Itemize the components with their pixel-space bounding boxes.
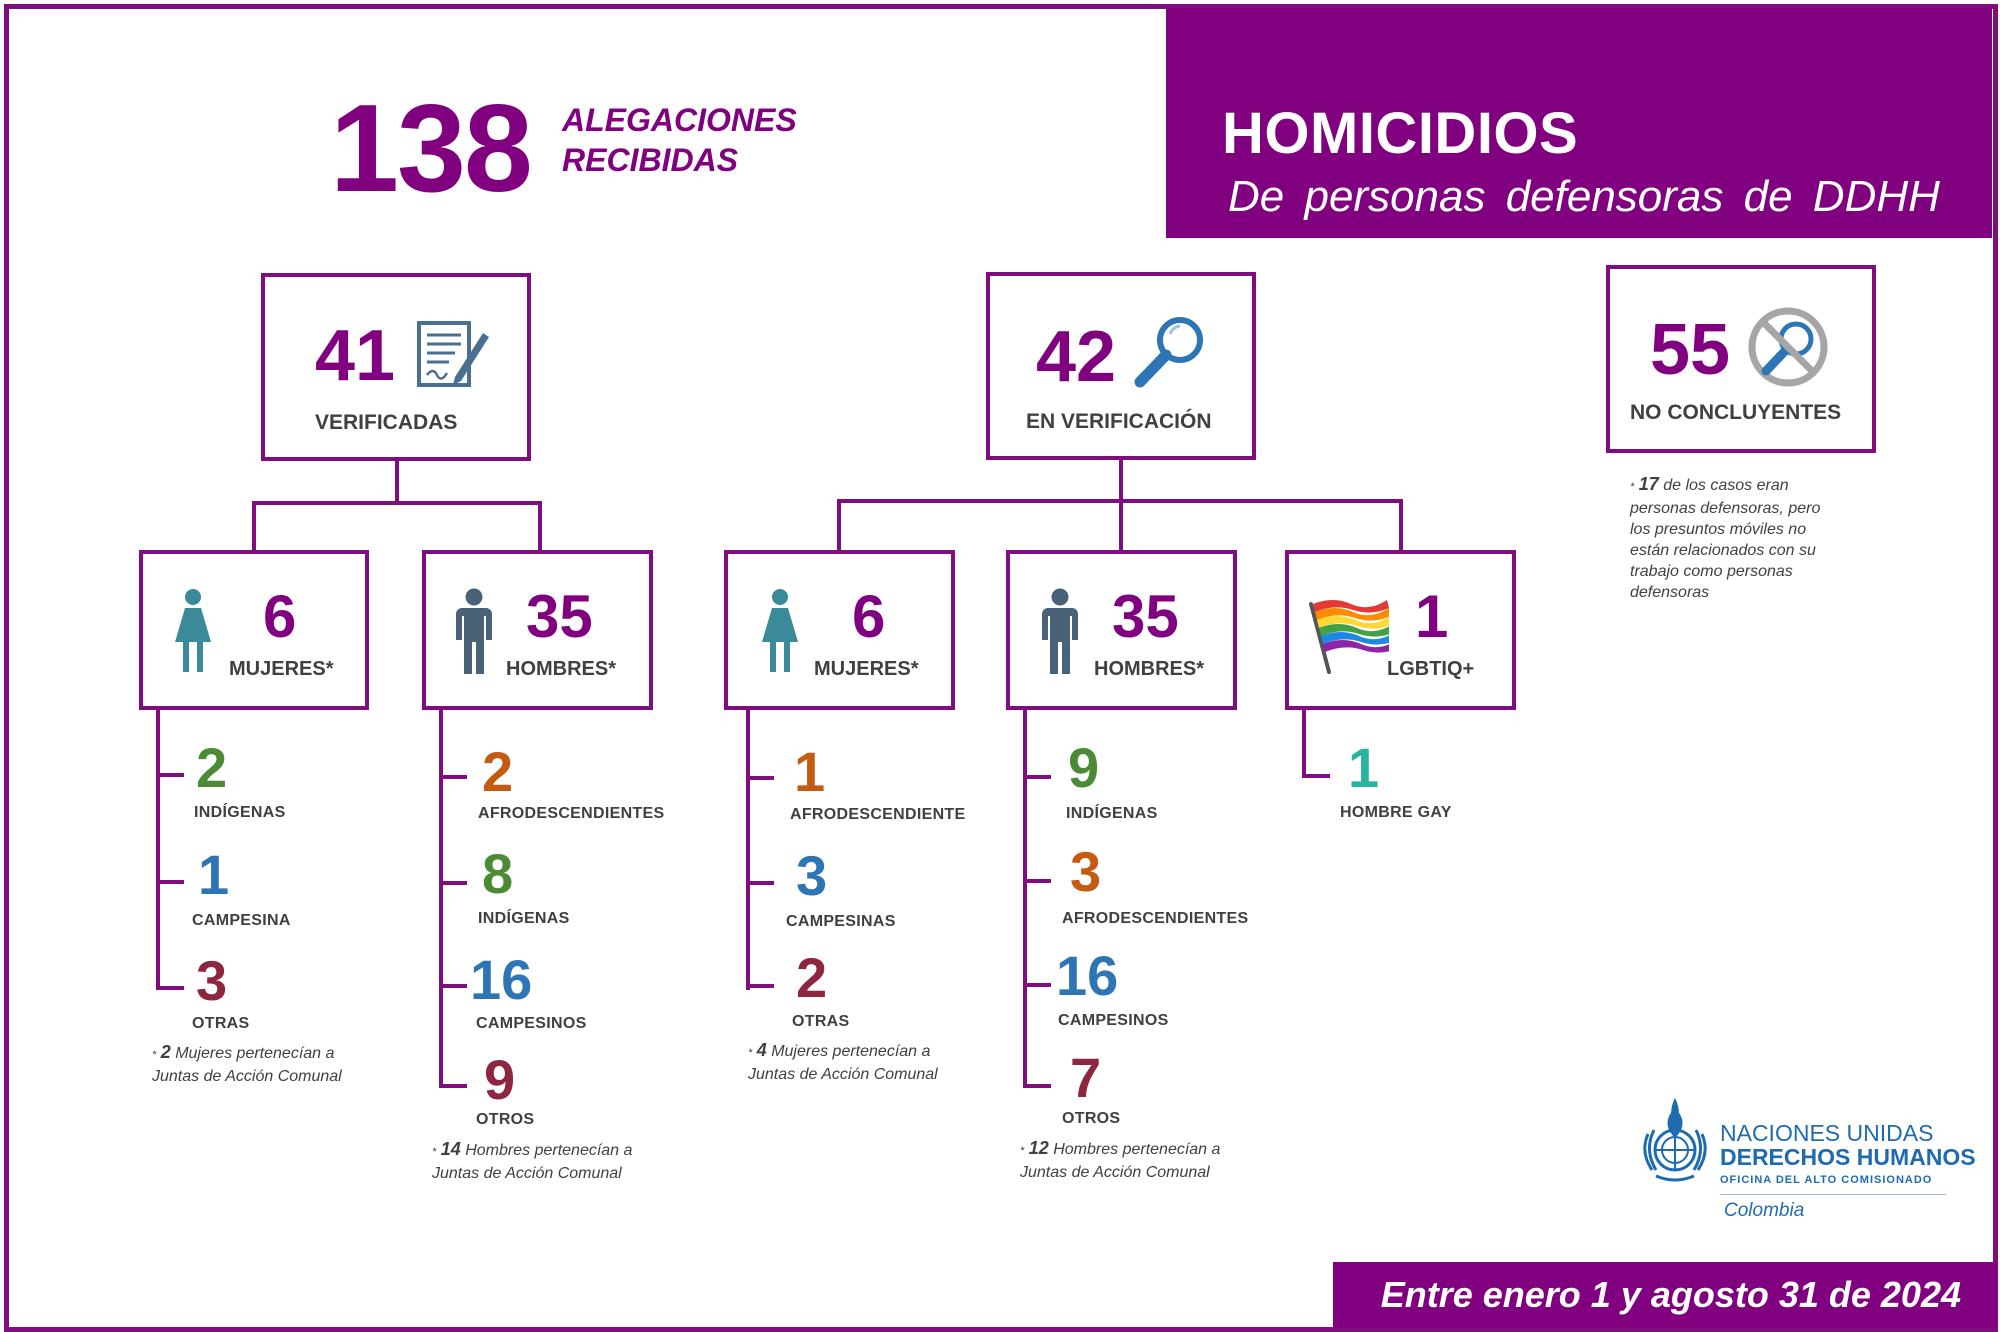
connector [1023,1084,1051,1088]
header-banner [1166,8,1992,238]
verified-women-label: MUJERES* [229,658,334,680]
connector [1023,775,1051,779]
connector [1119,460,1123,502]
in-verification-women-box [724,550,955,710]
footer-banner [1333,1262,1997,1328]
connector [1119,499,1123,551]
connector [439,1084,467,1088]
in-verification-lgbtiq-number: 1 [1415,583,1449,650]
total-allegations-number: 138 [330,80,531,218]
connector [156,880,184,884]
in-verification-lgbtiq-label: LGBTIQ+ [1387,658,1475,680]
connector [1023,983,1051,987]
in-verification-men-label: HOMBRES* [1094,658,1205,680]
man-icon [1038,588,1082,674]
in-verification-women-peasant-label: CAMPESINAS [786,913,896,930]
connector [252,501,542,505]
in-verification-men-indigenous-number: 9 [1068,736,1100,799]
connector [746,881,774,885]
verified-women-peasant-label: CAMPESINA [192,912,291,929]
in-verification-men-other-label: OTROS [1062,1110,1121,1127]
connector [156,773,184,777]
connector [252,501,256,551]
verified-women-number: 6 [263,583,297,650]
verified-women-peasant-number: 1 [198,843,230,906]
in-verification-women-other-number: 2 [796,946,828,1009]
verified-box [261,273,531,461]
connector [439,984,467,988]
verified-women-indigenous-label: INDÍGENAS [194,804,286,821]
in-verification-women-afro-number: 1 [794,740,826,803]
in-verification-men-afro-number: 3 [1070,840,1102,903]
verified-men-peasant-label: CAMPESINOS [476,1015,587,1032]
connector [1302,710,1306,778]
connector [1023,710,1027,1088]
verified-women-box [139,550,369,710]
page-subtitle: De personas defensoras de DDHH [1228,172,1940,221]
in-verification-men-other-number: 7 [1070,1046,1102,1109]
connector [746,984,774,988]
verified-men-label: HOMBRES* [506,658,617,680]
verified-women-note: * 2 Mujeres pertenecían a Juntas de Acción Comunal [152,1042,342,1085]
verified-men-afro-label: AFRODESCENDIENTES [478,805,665,822]
in-verification-men-number: 35 [1112,583,1179,650]
no-search-icon [1746,305,1830,389]
inconclusive-label: NO CONCLUYENTES [1630,401,1842,424]
inconclusive-note: * 17 de los casos eran personas defensoras, pero los presuntos móviles no están relacionados con su trabajo como personas defensoras [1630,474,1821,601]
un-flame-emblem-icon [1634,1094,1716,1182]
magnifying-glass-icon [1130,312,1210,392]
in-verification-gay-man-number: 1 [1348,736,1380,799]
in-verification-box [986,272,1256,460]
verified-label: VERIFICADAS [315,411,458,434]
verified-men-note: * 14 Hombres pertenecían a Juntas de Acción Comunal [432,1139,633,1182]
connector [746,710,750,990]
verified-number: 41 [315,316,396,396]
connector [1399,499,1403,551]
connector [1023,879,1051,883]
in-verification-men-afro-label: AFRODESCENDIENTES [1062,910,1249,927]
connector [1302,774,1330,778]
verified-women-indigenous-number: 2 [196,736,228,799]
connector [439,710,443,1088]
verified-men-afro-number: 2 [482,740,514,803]
woman-icon [173,588,213,672]
in-verification-men-indigenous-label: INDÍGENAS [1066,805,1158,822]
in-verification-men-note: * 12 Hombres pertenecían a Juntas de Acción Comunal [1020,1138,1221,1181]
verified-men-indigenous-number: 8 [482,842,514,905]
connector [439,881,467,885]
verified-men-indigenous-label: INDÍGENAS [478,910,570,927]
document-signed-icon [415,319,491,391]
date-range: Entre enero 1 y agosto 31 de 2024 [1380,1274,1961,1315]
verified-men-other-number: 9 [484,1048,516,1111]
connector [746,776,774,780]
in-verification-women-peasant-number: 3 [796,844,828,907]
verified-men-number: 35 [526,583,593,650]
in-verification-women-other-label: OTRAS [792,1013,850,1030]
page-title: HOMICIDIOS [1222,101,1579,166]
logo-line-1: NACIONES UNIDAS [1720,1120,1934,1146]
in-verification-women-label: MUJERES* [814,658,919,680]
verified-men-peasant-number: 16 [470,948,533,1011]
verified-men-box [422,550,653,710]
connector [439,775,467,779]
in-verification-men-box [1006,550,1237,710]
in-verification-women-number: 6 [852,583,886,650]
connector [395,461,399,503]
rainbow-flag-icon [1305,590,1389,674]
logo-line-2: DERECHOS HUMANOS [1720,1144,1976,1170]
in-verification-lgbtiq-box [1285,550,1516,710]
total-allegations-label: ALEGACIONES RECIBIDAS [562,102,797,178]
in-verification-women-afro-label: AFRODESCENDIENTE [790,806,966,823]
connector [538,501,542,551]
in-verification-women-note: * 4 Mujeres pertenecían a Juntas de Acción Comunal [748,1040,938,1083]
in-verification-label: EN VERIFICACIÓN [1026,410,1212,433]
inconclusive-number: 55 [1650,310,1731,390]
connector [156,986,184,990]
logo-line-3: OFICINA DEL ALTO COMISIONADO [1720,1174,1933,1186]
woman-icon [760,588,800,672]
connector [156,710,160,990]
un-human-rights-logo [1634,1090,1976,1230]
inconclusive-box [1606,265,1876,453]
connector [837,499,841,551]
logo-line-4: Colombia [1724,1200,1805,1221]
verified-women-other-number: 3 [196,949,228,1012]
verified-women-other-label: OTRAS [192,1015,250,1032]
in-verification-men-peasant-label: CAMPESINOS [1058,1012,1169,1029]
in-verification-number: 42 [1036,317,1117,397]
logo-divider [1720,1194,1946,1195]
in-verification-men-peasant-number: 16 [1056,944,1119,1007]
in-verification-gay-man-label: HOMBRE GAY [1340,804,1452,821]
man-icon [452,588,496,674]
verified-men-other-label: OTROS [476,1111,535,1128]
